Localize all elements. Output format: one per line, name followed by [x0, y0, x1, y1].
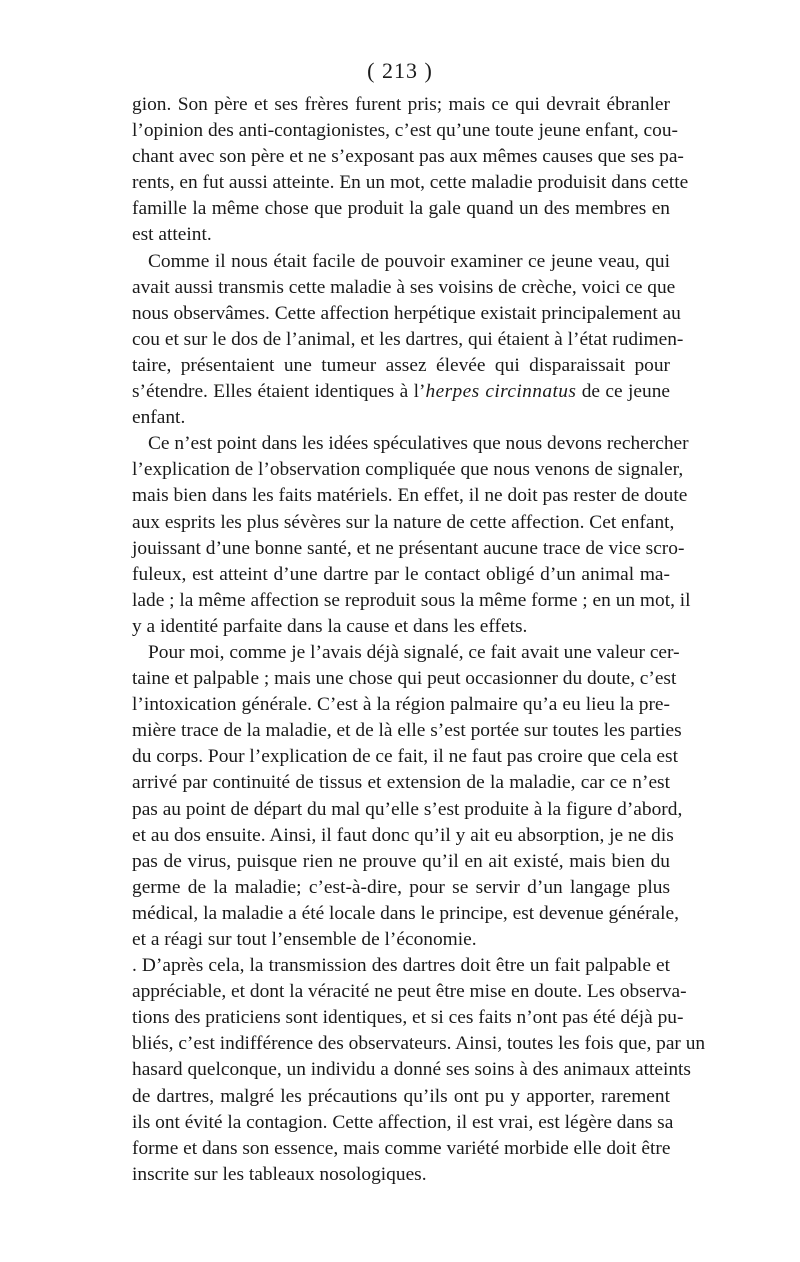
text-line: avait aussi transmis cette maladie à ses voisins de crèche, voici ce que: [132, 276, 676, 298]
text-line: rents, en fut aussi atteinte. En un mot, cette maladie produisit dans cette: [132, 172, 689, 194]
text-line: germe de la maladie; c’est-à-dire, pour se servir d’un langage plus: [132, 876, 670, 898]
italic-term: herpes circinnatus: [425, 381, 577, 403]
text-line: l’intoxication générale. C’est à la région palmaire qu’a eu lieu la pre-: [132, 694, 670, 716]
body-text: [132, 92, 706, 1188]
text-line: cou et sur le dos de l’animal, et les dartres, qui étaient à l’état rudimen-: [132, 328, 684, 350]
text-line: fuleux, est atteint d’une dartre par le contact obligé d’un animal ma-: [132, 563, 670, 585]
text-line: arrivé par continuité de tissus et extension de la maladie, car ce n’est: [132, 772, 670, 794]
text-line: appréciable, et dont la véracité ne peut être mise en doute. Les observa-: [132, 981, 687, 1003]
paragraph-start-line: . D’après cela, la transmission des dartres doit être un fait palpable et: [132, 955, 670, 977]
text-line: aux esprits les plus sévères sur la nature de cette affection. Cet enfant,: [132, 511, 675, 533]
text-line: gion. Son père et ses frères furent pris; mais ce qui devrait ébranler: [132, 94, 670, 115]
text-line: et au dos ensuite. Ainsi, il faut donc qu’il y ait eu absorption, je ne dis: [132, 824, 674, 846]
text-line: médical, la maladie a été locale dans le principe, est devenue générale,: [132, 902, 679, 924]
text-line: et a réagi sur tout l’ensemble de l’économie.: [132, 929, 477, 950]
text-line: du corps. Pour l’explication de ce fait, il ne faut pas croire que cela est: [132, 746, 678, 768]
text-line: famille la même chose que produit la gale quand un des membres en: [132, 198, 670, 220]
text-line: de dartres, malgré les précautions qu’ils ont pu y apporter, rarement: [132, 1085, 670, 1107]
text-line: inscrite sur les tableaux nosologiques.: [132, 1163, 427, 1185]
page-number: ( 213 ): [367, 58, 433, 83]
text-line: tions des praticiens sont identiques, et si ces faits n’ont pas été déjà pu-: [132, 1007, 684, 1029]
text-line: y a identité parfaite dans la cause et dans les effets.: [132, 615, 528, 637]
text-line: bliés, c’est indifférence des observateurs. Ainsi, toutes les fois que, par un: [132, 1033, 706, 1055]
text-line: chant avec son père et ne s’exposant pas aux mêmes causes que ses pa-: [132, 146, 684, 168]
text-line: pas au point de départ du mal qu’elle s’est produite à la figure d’abord,: [132, 798, 683, 820]
text-line: enfant.: [132, 407, 186, 429]
text-line: hasard quelconque, un individu a donné ses soins à des animaux atteints: [132, 1059, 691, 1081]
text-line: pas de virus, puisque rien ne prouve qu’il en ait existé, mais bien du: [132, 850, 670, 872]
text-line-with-italic: [132, 379, 670, 405]
text-line: ils ont évité la contagion. Cette affection, il est vrai, est légère dans sa: [132, 1111, 674, 1133]
text-line: l’opinion des anti-contagionistes, c’est qu’une toute jeune enfant, cou-: [132, 120, 679, 142]
text-line: lade ; la même affection se reproduit sous la même forme ; en un mot, il: [132, 589, 691, 611]
text-line: jouissant d’une bonne santé, et ne présentant aucune trace de vice scro-: [132, 537, 685, 559]
paragraph-start-line: Comme il nous était facile de pouvoir examiner ce jeune veau, qui: [148, 250, 670, 272]
text-line: mière trace de la maladie, et de là elle s’est portée sur toutes les parties: [132, 720, 682, 742]
text-segment: de ce jeune: [576, 381, 670, 403]
text-line: taine et palpable ; mais une chose qui peut occasionner du doute, c’est: [132, 668, 677, 690]
text-line: nous observâmes. Cette affection herpétique existait principalement au: [132, 302, 681, 324]
text-line: forme et dans son essence, mais comme variété morbide elle doit être: [132, 1137, 671, 1159]
paragraph-start-line: Ce n’est point dans les idées spéculatives que nous devons rechercher: [148, 433, 689, 455]
text-line: mais bien dans les faits matériels. En effet, il ne doit pas rester de doute: [132, 485, 688, 507]
text-line: l’explication de l’observation compliquée que nous venons de signaler,: [132, 459, 684, 481]
text-line: taire, présentaient une tumeur assez élevée qui disparaissait pour: [132, 354, 670, 376]
text-line: est atteint.: [132, 224, 212, 246]
paragraph-start-line: Pour moi, comme je l’avais déjà signalé, ce fait avait une valeur cer-: [148, 641, 680, 663]
text-segment: s’étendre. Elles étaient identiques à l’: [132, 381, 426, 403]
